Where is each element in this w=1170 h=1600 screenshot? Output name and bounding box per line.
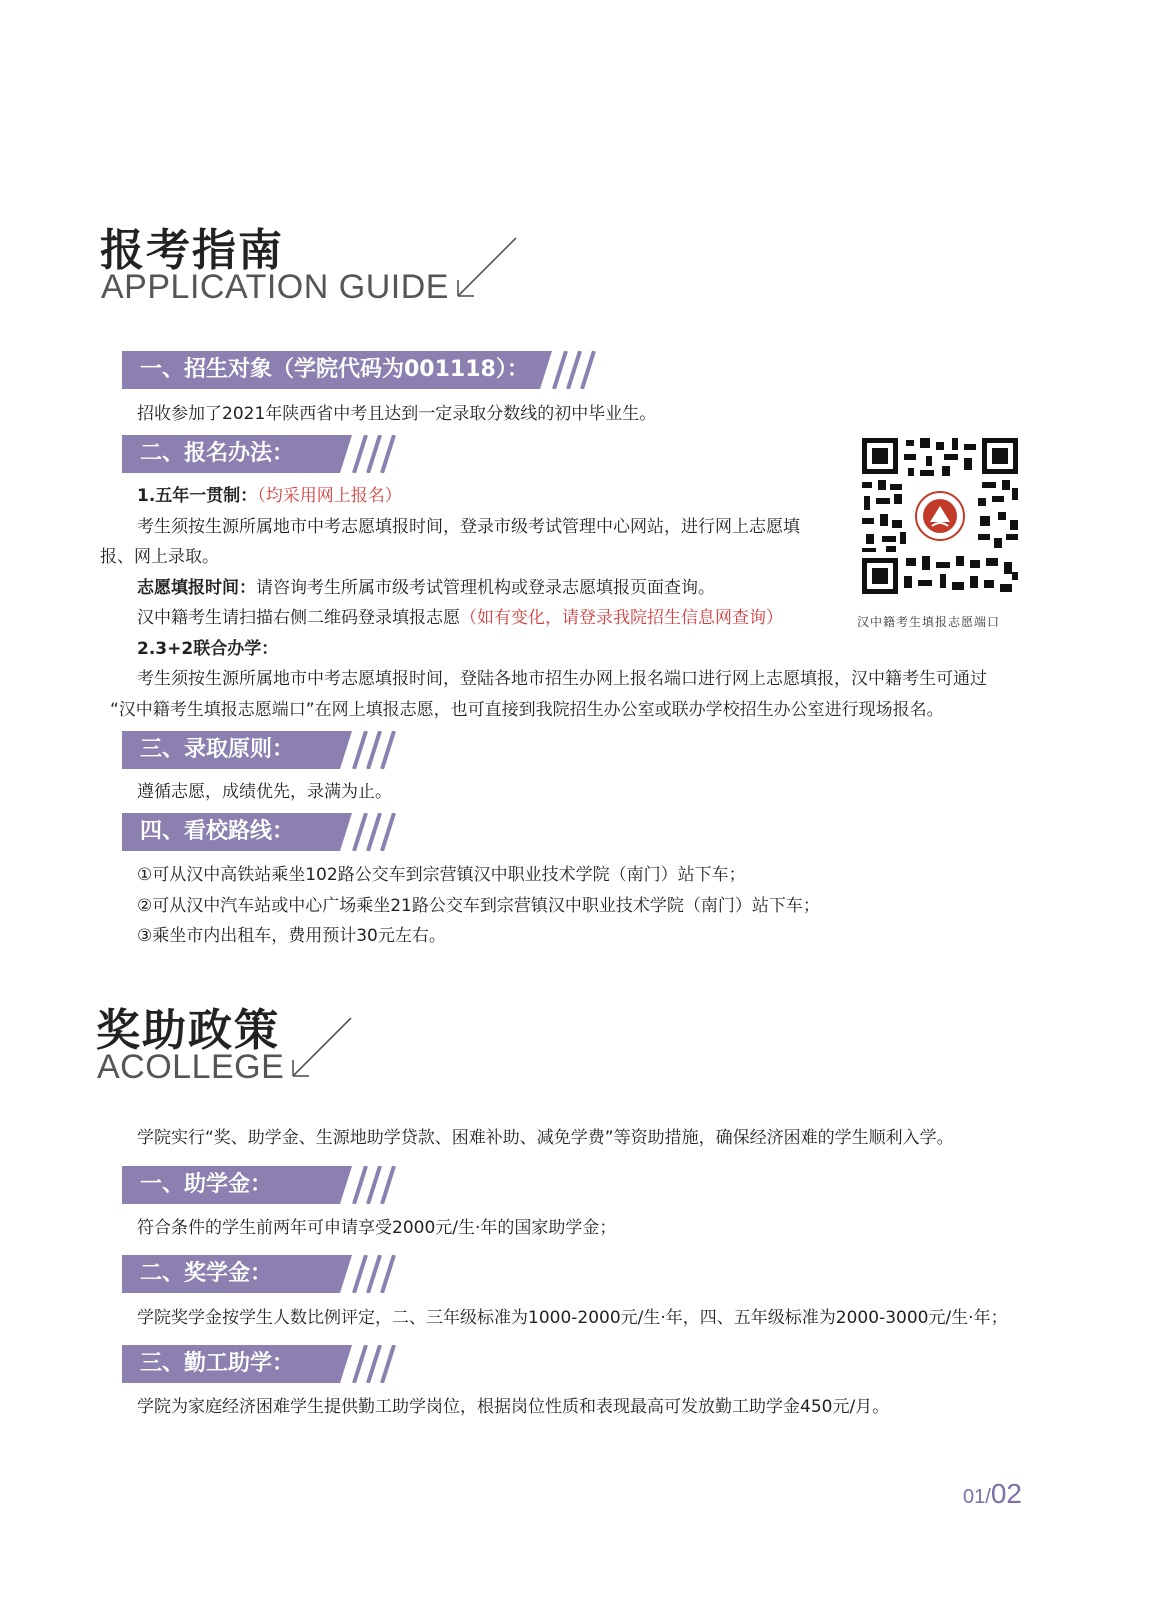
page-current: 01/ [963,1486,991,1508]
joint-program-line1: 考生须按生源所属地市中考志愿填报时间，登陆各地市招生办网上报名端口进行网上志愿填报，汉中籍考生可通过 [137,669,987,689]
fill-time-text: 请咨询考生所属市级考试管理机构或登录志愿填报页面查询。 [256,578,715,598]
fill-time-label: 志愿填报时间： [137,578,256,598]
admission-principle-text: 遵循志愿，成绩优先，录满为止。 [137,782,392,802]
college-logo [912,488,968,544]
section-bar-registration [122,435,404,473]
joint-program-title: 2.3+2联合办学： [137,639,279,659]
section-label: 三、勤工助学： [140,1351,295,1376]
qr-code[interactable] [860,436,1020,596]
section-bar-scholarship [122,1255,404,1293]
grant-text: 符合条件的学生前两年可申请享受2000元/生·年的国家助学金； [137,1218,617,1238]
arrow-down-left-icon [287,1016,355,1082]
section-bar-route [122,813,404,851]
section-label: 三、录取原则： [140,737,295,762]
five-year-heading [137,486,402,506]
recruit-target-text: 招收参加了2021年陕西省中考且达到一定录取分数线的初中毕业生。 [137,404,657,424]
scan-qr-note: （如有变化，请登录我院招生信息网查询） [460,608,783,628]
section-bar-grant [122,1166,404,1204]
arrow-down-left-icon [452,236,520,302]
five-year-title: 1.五年一贯制： [137,486,258,506]
page-total: 02 [990,1478,1022,1509]
policy-intro: 学院实行“奖、助学金、生源地助学贷款、困难补助、减免学费”等资助措施，确保经济困难的学生顺利入学。 [137,1128,954,1148]
qr-caption: 汉中籍考生填报志愿端口 [857,615,1001,629]
section-bar-admission-principle [122,731,404,769]
scan-qr-line [137,608,783,628]
policy-title-en: ACOLLEGE [97,1048,285,1086]
route-item-1: ①可从汉中高铁站乘坐102路公交车到宗营镇汉中职业技术学院（南门）站下车； [137,865,746,885]
five-year-line1: 考生须按生源所属地市中考志愿填报时间，登录市级考试管理中心网站，进行网上志愿填 [137,517,800,537]
guide-title-en: APPLICATION GUIDE [101,268,449,306]
five-year-line2: 报、网上录取。 [100,547,219,567]
route-item-2: ②可从汉中汽车站或中心广场乘坐21路公交车到宗营镇汉中职业技术学院（南门）站下车； [137,896,820,916]
policy-title-cn: 奖助政策 [96,1005,280,1056]
section-label: 一、助学金： [140,1172,273,1197]
route-item-3: ③乘坐市内出租车，费用预计30元左右。 [137,926,446,946]
section-bar-work-study [122,1345,404,1383]
section-label: 一、招生对象（学院代码为001118）： [140,357,529,382]
page-number [963,1478,1022,1510]
section-label: 二、报名办法： [140,441,295,466]
five-year-note: （均采用网上报名） [257,486,402,506]
section-label: 二、奖学金： [140,1261,273,1286]
scholarship-text: 学院奖学金按学生人数比例评定，二、三年级标准为1000-2000元/生·年，四、五年级标准为2000-3000元/生·年； [137,1308,1008,1328]
scan-qr-text: 汉中籍考生请扫描右侧二维码登录填报志愿 [137,608,460,628]
guide-title-cn: 报考指南 [100,225,284,276]
section-bar-recruit-target [122,351,604,389]
section-label: 四、看校路线： [140,819,295,844]
work-study-text: 学院为家庭经济困难学生提供勤工助学岗位，根据岗位性质和表现最高可发放勤工助学金450元/月。 [137,1397,890,1417]
fill-time-line [137,578,715,598]
joint-program-line2: “汉中籍考生填报志愿端口”在网上填报志愿，也可直接到我院招生办公室或联办学校招生办公室进行现场报名。 [110,700,944,720]
